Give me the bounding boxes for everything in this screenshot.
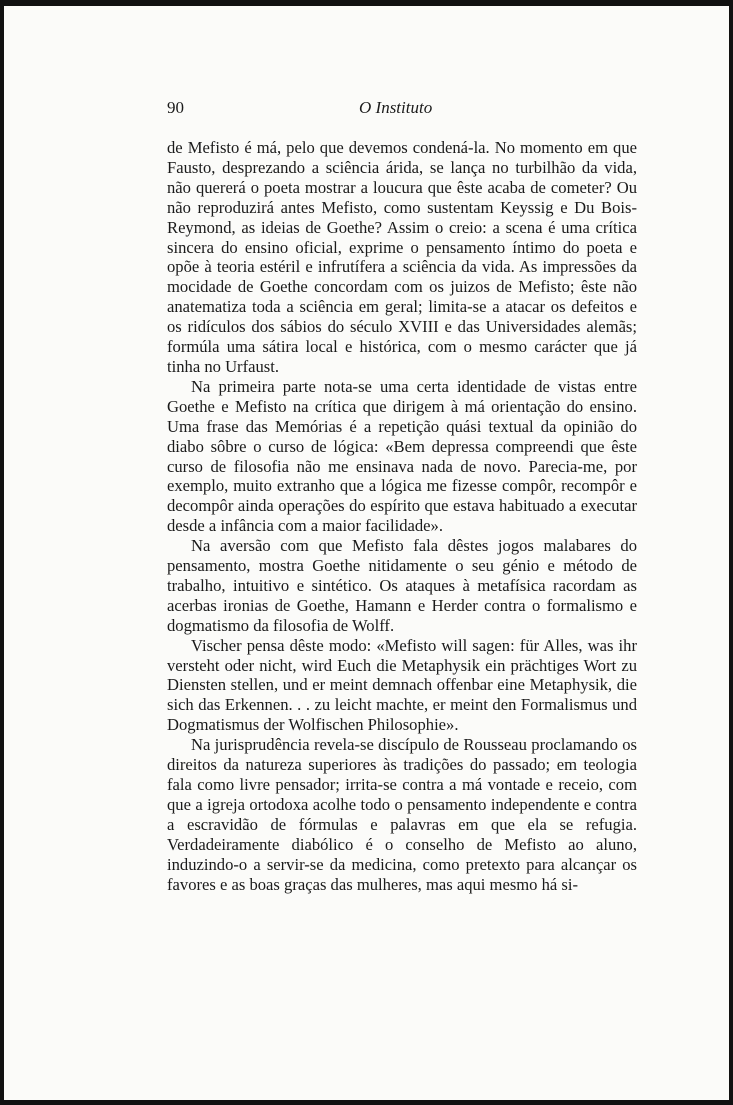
paragraph-4: Vischer pensa dêste modo: «Mefisto will sagen: für Alles, was ihr versteht oder nicht, wird Euch die Metaphysik ein prächtiges Wort zu Diensten stellen, und er meint demnach offenbar eine Metaphysik, die sich das Erkennen. . . zu leicht machte, er meint den Formalismus und Dogmatismus der Wolfischen Philosophie». <box>167 635 637 735</box>
page-number: 90 <box>167 98 184 117</box>
paragraph-3: Na aversão com que Mefisto fala dêstes jogos malabares do pensamento, mostra Goethe nitidamente o seu génio e método de trabalho, intuitivo e sintético. Os ataques à metafísica racordam as acerbas ironias de Goethe, Hamann e Herder contra o formalismo e dogmatismo da filosofia de Wolff. <box>167 536 637 635</box>
paragraph-1: de Mefisto é má, pelo que devemos condená-la. No momento em que Fausto, desprezando a sciência árida, se lança no turbilhão da vida, não quererá o poeta mostrar a loucura que êste acaba de cometer? Ou não reproduzirá antes Mefisto, como sustentam Keyssig e Du Bois-Reymond, as ideias de Goethe? Assim o creio: a scena é uma crítica sincera do ensino oficial, exprime o pensamento íntimo do poeta e opõe à teoria estéril e infrutífera a sciência da vida. As impressões da mocidade de Goethe concordam com os juizos de Mefisto; êste não anatematiza toda a sciência em geral; limita-se a atacar os defeitos e os ridículos dos sábios do século XVIII e das Universidades alemãs; formúla uma sátira local e histórica, com o mesmo carácter que já tinha no Urfaust. <box>167 138 637 376</box>
running-head <box>167 98 637 120</box>
paragraph-5: Na jurisprudência revela-se discípulo de Rousseau proclamando os direitos da natureza superiores às tradições do passado; em teologia fala como livre pensador; irrita-se contra a má vontade e receio, com que a igreja ortodoxa acolhe todo o pensamento independente e contra a escravidão de fórmulas e palavras em que ela se refugia. Verdadeiramente diabólico é o conselho de Mefisto ao aluno, induzindo-o a servir-se da medicina, como pretexto para alcançar os favores e as boas graças das mulheres, mas aqui mesmo há si- <box>167 735 637 894</box>
running-title: O Instituto <box>359 98 433 117</box>
paragraph-2: Na primeira parte nota-se uma certa identidade de vistas entre Goethe e Mefisto na crítica que dirigem à má orientação do ensino. Uma frase das Memórias é a repetição quási textual da opinião do diabo sôbre o curso de lógica: «Bem depressa compreendi que êste curso de filosofia não me ensinava nada de novo. Parecia-me, por exemplo, muito extranho que a lógica me fizesse compôr, recompôr e decompôr ainda operações do espírito que estava habituado a executar desde a infância com a maior facilidade». <box>167 376 637 536</box>
body-text <box>167 138 637 894</box>
